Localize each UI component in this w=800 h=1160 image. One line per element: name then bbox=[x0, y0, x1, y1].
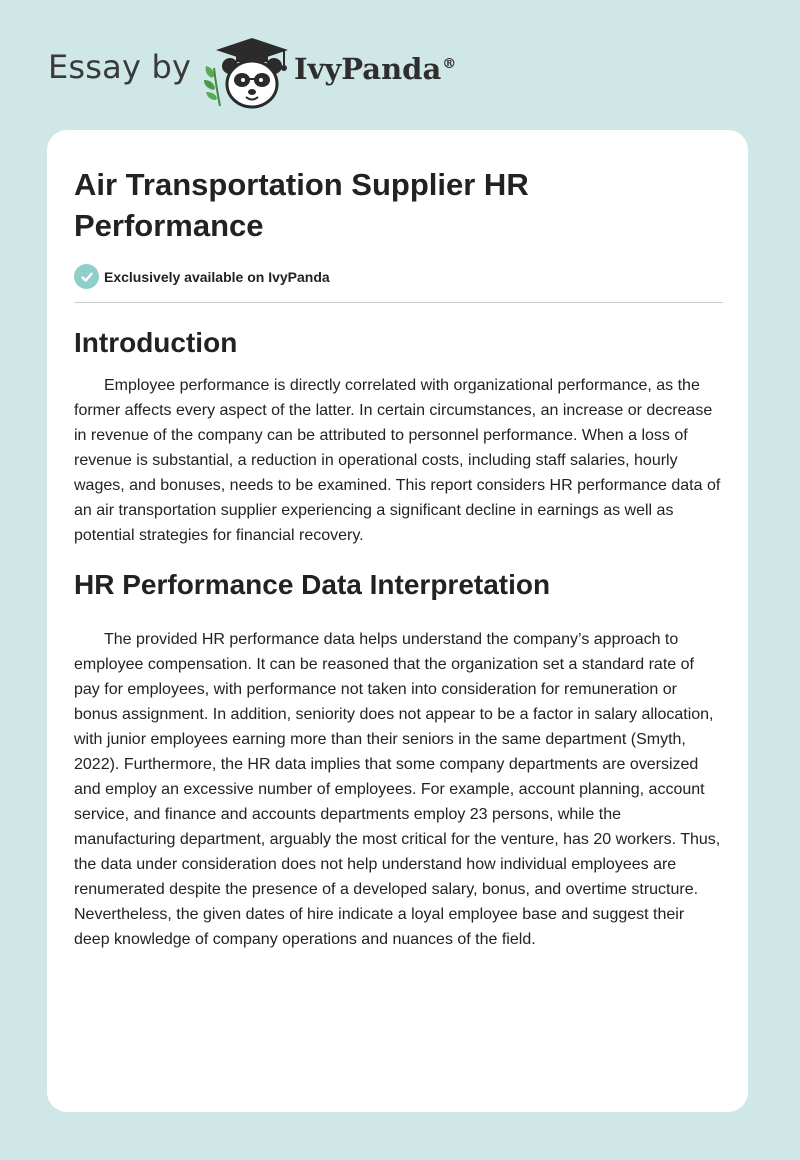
exclusive-badge bbox=[74, 264, 722, 289]
site-header bbox=[0, 0, 800, 130]
check-icon bbox=[74, 264, 99, 289]
essay-by-label: Essay by bbox=[48, 48, 192, 86]
panda-graduate-logo-icon[interactable] bbox=[200, 34, 292, 110]
essay-content bbox=[74, 130, 722, 952]
exclusive-label: Exclusively available on IvyPanda bbox=[104, 268, 330, 285]
section-body-introduction: Employee performance is directly correlated with organizational performance, as the former affects every aspect of the latter. In certain circumstances, an increase or decrease in revenue of the company can be attributed to personnel performance. When a loss of revenue is substantial, a reduction in operational costs, including staff salaries, hourly wages, and bonuses, needs to be examined. This report considers HR performance data of an air transportation supplier experiencing a significant decline in earnings as well as potential strategies for financial recovery. bbox=[74, 377, 721, 544]
essay-card bbox=[47, 130, 748, 1112]
section-heading-introduction: Introduction bbox=[74, 327, 238, 358]
brand-name[interactable]: IvyPanda® bbox=[294, 52, 457, 86]
registered-mark: ® bbox=[442, 56, 457, 73]
title-divider bbox=[74, 302, 723, 303]
section-heading-hr-data: HR Performance Data Interpretation bbox=[74, 569, 551, 600]
section-body-hr-data: The provided HR performance data helps understand the company’s approach to employee compensation. It can be reasoned that the organization set a standard rate of pay for employees, with performance not taken into consideration for remuneration or bonus assignment. In addition, seniority does not appear to be a factor in salary allocation, with junior employees earning more than their seniors in the same department (Smyth, 2022). Furthermore, the HR data implies that some company departments are oversized and employ an excessive number of employees. For example, account planning, account service, and finance and accounts departments employ 23 persons, while the manufacturing department, arguably the most critical for the venture, has 20 workers. Thus, the data under consideration does not help understand how individual employees are renumerated despite the presence of a developed salary, bonus, and overtime structure. Nevertheless, the given dates of hire indicate a loyal employee base and suggest their deep knowledge of company operations and nuances of the field. bbox=[74, 631, 721, 948]
essay-title: Air Transportation Supplier HR Performance bbox=[74, 167, 529, 243]
